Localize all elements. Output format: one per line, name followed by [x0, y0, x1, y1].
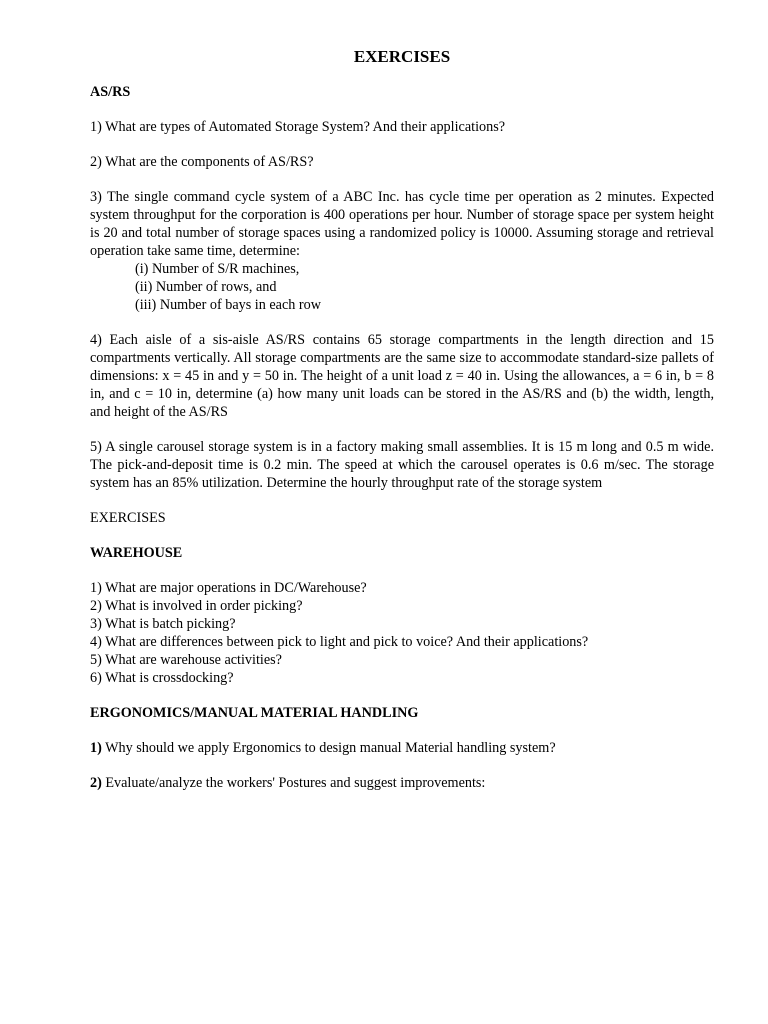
list-item: 3) What is batch picking?: [90, 616, 236, 632]
warehouse-heading: WAREHOUSE: [90, 545, 183, 561]
asrs-question-5: 5) A single carousel storage system is in a factory making small assemblies. It is 15 m long and 0.5 m wide. The pick-and-deposit time is 0.2 min. The speed at which the carousel operates is 0.6 m/sec. The storage system has an 85% utilization. Determine the hourly throughput rate of the storage system: [90, 439, 714, 491]
asrs-question-1: 1) What are types of Automated Storage System? And their applications?: [90, 119, 506, 135]
question-number: 2): [90, 775, 102, 791]
ergonomics-heading: ERGONOMICS/MANUAL MATERIAL HANDLING: [90, 705, 419, 721]
list-item: (iii) Number of bays in each row: [135, 297, 321, 313]
list-item: 1) What are major operations in DC/Warehouse?: [90, 580, 367, 596]
warehouse-question-list: [90, 579, 714, 687]
asrs-question-4: 4) Each aisle of a sis-aisle AS/RS contains 65 storage compartments in the length direction and 15 compartments vertically. All storage compartments are the same size to accommodate standard-size pallets of dimensions: x = 45 in and y = 50 in. The height of a unit load z = 40 in. Using the allowances, a = 6 in, b = 8 in, and c = 10 in, determine (a) how many unit loads can be stored in the AS/RS and (b) the width, length, and height of the AS/RS: [90, 332, 714, 420]
ergonomics-question-1: [90, 739, 714, 757]
exercises-subtitle: EXERCISES: [90, 510, 166, 526]
question-text: Evaluate/analyze the workers' Postures and suggest improvements:: [101, 775, 486, 791]
question-text: Why should we apply Ergonomics to design manual Material handling system?: [101, 740, 556, 756]
asrs-question-2: 2) What are the components of AS/RS?: [90, 154, 314, 170]
page-title: EXERCISES: [353, 47, 451, 66]
list-item: 6) What is crossdocking?: [90, 670, 234, 686]
list-item: 5) What are warehouse activities?: [90, 652, 282, 668]
list-item: (ii) Number of rows, and: [135, 279, 277, 295]
document-page: [90, 46, 714, 809]
list-item: 2) What is involved in order picking?: [90, 598, 303, 614]
asrs-heading: AS/RS: [90, 84, 131, 100]
list-item: (i) Number of S/R machines,: [135, 261, 300, 277]
asrs-question-3: 3) The single command cycle system of a ABC Inc. has cycle time per operation as 2 minutes. Expected system throughput for the corporation is 400 operations per hour. Number of storage space per system height is 20 and total number of storage spaces using a randomized policy is 10000. Assuming storage and retrieval operation take same time, determine:: [90, 189, 714, 259]
asrs-question-3-list: [90, 260, 714, 314]
question-number: 1): [90, 740, 102, 756]
list-item: 4) What are differences between pick to light and pick to voice? And their applications?: [90, 634, 589, 650]
ergonomics-question-2: [90, 774, 714, 792]
